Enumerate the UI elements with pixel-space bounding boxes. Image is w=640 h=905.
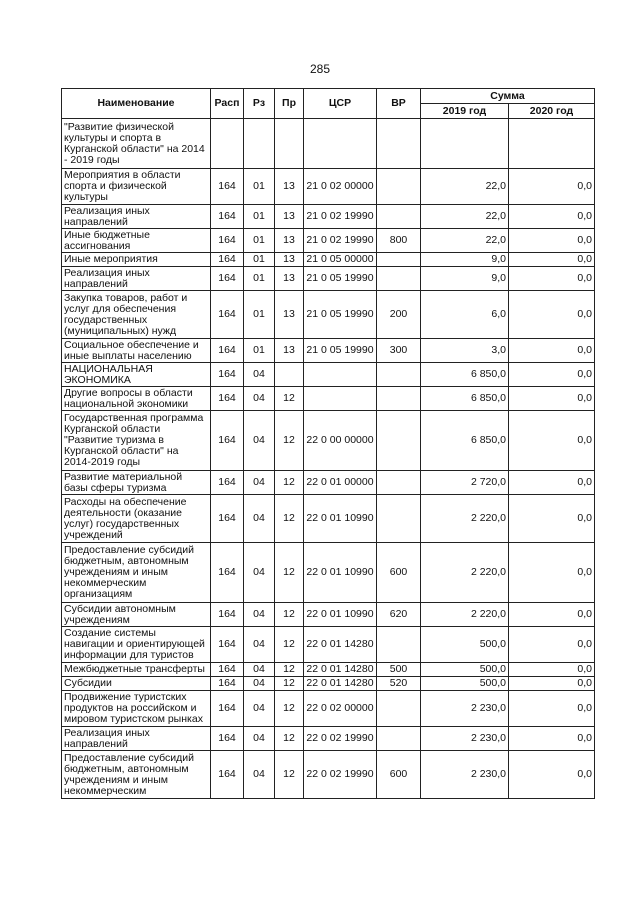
cell-2019: 6 850,0 — [421, 387, 509, 411]
cell-vr: 600 — [377, 751, 421, 799]
header-row — [62, 89, 595, 104]
cell-2019: 2 230,0 — [421, 691, 509, 727]
cell-pr: 12 — [275, 471, 304, 495]
cell-rasp: 164 — [211, 727, 244, 751]
cell-pr: 13 — [275, 205, 304, 229]
cell-2020: 0,0 — [509, 267, 595, 291]
cell-rz: 04 — [244, 627, 275, 663]
cell-csr: 21 0 02 19990 — [304, 229, 377, 253]
cell-name: "Развитие физической культуры и спорта в Курганской области" на 2014 - 2019 годы — [62, 119, 211, 169]
cell-vr — [377, 267, 421, 291]
cell-name: Расходы на обеспечение деятельности (оказание услуг) государственных учреждений — [62, 495, 211, 543]
cell-pr: 12 — [275, 603, 304, 627]
table-row — [62, 291, 595, 339]
cell-csr — [304, 119, 377, 169]
cell-csr: 22 0 00 00000 — [304, 411, 377, 471]
cell-csr: 22 0 01 10990 — [304, 543, 377, 603]
page-number: 285 — [309, 62, 331, 76]
cell-csr: 21 0 05 19990 — [304, 291, 377, 339]
cell-rz: 04 — [244, 663, 275, 677]
cell-rasp: 164 — [211, 543, 244, 603]
cell-pr: 12 — [275, 751, 304, 799]
cell-rasp: 164 — [211, 291, 244, 339]
cell-csr: 21 0 02 00000 — [304, 169, 377, 205]
cell-name: Продвижение туристских продуктов на российском и мировом туристском рынках — [62, 691, 211, 727]
cell-pr: 12 — [275, 663, 304, 677]
cell-csr: 21 0 02 19990 — [304, 205, 377, 229]
cell-pr: 12 — [275, 691, 304, 727]
cell-rz: 04 — [244, 691, 275, 727]
cell-csr: 22 0 01 14280 — [304, 627, 377, 663]
cell-rz: 01 — [244, 253, 275, 267]
cell-2019: 22,0 — [421, 229, 509, 253]
cell-vr: 520 — [377, 677, 421, 691]
cell-rz: 01 — [244, 291, 275, 339]
cell-csr: 21 0 05 19990 — [304, 267, 377, 291]
cell-2019: 9,0 — [421, 253, 509, 267]
table-row — [62, 267, 595, 291]
cell-csr: 21 0 05 00000 — [304, 253, 377, 267]
cell-csr: 21 0 05 19990 — [304, 339, 377, 363]
cell-rz: 01 — [244, 229, 275, 253]
cell-2019: 22,0 — [421, 205, 509, 229]
cell-name: Закупка товаров, работ и услуг для обеспечения государственных (муниципальных) нужд — [62, 291, 211, 339]
cell-vr — [377, 169, 421, 205]
cell-rasp: 164 — [211, 471, 244, 495]
header-sum: Сумма — [421, 89, 595, 104]
cell-2020: 0,0 — [509, 603, 595, 627]
cell-2019: 9,0 — [421, 267, 509, 291]
cell-2020: 0,0 — [509, 751, 595, 799]
cell-2020: 0,0 — [509, 495, 595, 543]
cell-vr — [377, 253, 421, 267]
cell-pr: 12 — [275, 411, 304, 471]
header-rasp: Расп — [211, 89, 244, 119]
cell-csr: 22 0 02 19990 — [304, 727, 377, 751]
cell-2019: 2 220,0 — [421, 543, 509, 603]
cell-csr: 22 0 01 10990 — [304, 495, 377, 543]
cell-2019: 2 720,0 — [421, 471, 509, 495]
cell-rasp: 164 — [211, 627, 244, 663]
cell-name: Реализация иных направлений — [62, 205, 211, 229]
cell-pr: 12 — [275, 387, 304, 411]
cell-2020: 0,0 — [509, 691, 595, 727]
cell-pr: 12 — [275, 627, 304, 663]
cell-rasp: 164 — [211, 411, 244, 471]
cell-rasp — [211, 119, 244, 169]
cell-pr: 12 — [275, 677, 304, 691]
cell-rz: 04 — [244, 363, 275, 387]
cell-2019: 6 850,0 — [421, 411, 509, 471]
cell-rz: 04 — [244, 677, 275, 691]
cell-pr: 13 — [275, 253, 304, 267]
table-row — [62, 677, 595, 691]
cell-rasp: 164 — [211, 169, 244, 205]
cell-rz: 01 — [244, 339, 275, 363]
cell-pr: 12 — [275, 543, 304, 603]
cell-rz: 04 — [244, 603, 275, 627]
cell-vr — [377, 411, 421, 471]
cell-2020: 0,0 — [509, 663, 595, 677]
cell-2020: 0,0 — [509, 677, 595, 691]
cell-name: Субсидии — [62, 677, 211, 691]
cell-vr: 600 — [377, 543, 421, 603]
cell-pr — [275, 119, 304, 169]
cell-vr — [377, 495, 421, 543]
table-row — [62, 627, 595, 663]
cell-rz: 04 — [244, 495, 275, 543]
cell-2020: 0,0 — [509, 411, 595, 471]
cell-name: Предоставление субсидий бюджетным, автономным учреждениям и иным некоммерческим — [62, 751, 211, 799]
table-row — [62, 229, 595, 253]
cell-2019: 2 230,0 — [421, 751, 509, 799]
cell-vr — [377, 119, 421, 169]
cell-pr: 12 — [275, 495, 304, 543]
cell-rasp: 164 — [211, 363, 244, 387]
cell-vr — [377, 471, 421, 495]
table-row — [62, 119, 595, 169]
cell-rz: 01 — [244, 205, 275, 229]
cell-rz: 04 — [244, 543, 275, 603]
cell-pr: 13 — [275, 291, 304, 339]
cell-rasp: 164 — [211, 751, 244, 799]
cell-vr: 800 — [377, 229, 421, 253]
cell-2019: 500,0 — [421, 627, 509, 663]
cell-rasp: 164 — [211, 663, 244, 677]
header-vr: ВР — [377, 89, 421, 119]
cell-2020: 0,0 — [509, 543, 595, 603]
table-row — [62, 603, 595, 627]
cell-rz — [244, 119, 275, 169]
cell-2020: 0,0 — [509, 471, 595, 495]
cell-rz: 04 — [244, 727, 275, 751]
cell-name: Предоставление субсидий бюджетным, автономным учреждениям и иным некоммерческим организациям — [62, 543, 211, 603]
cell-pr: 13 — [275, 339, 304, 363]
cell-vr — [377, 363, 421, 387]
cell-rasp: 164 — [211, 339, 244, 363]
cell-rasp: 164 — [211, 253, 244, 267]
cell-csr: 22 0 01 14280 — [304, 663, 377, 677]
cell-name: Субсидии автономным учреждениям — [62, 603, 211, 627]
table-row — [62, 253, 595, 267]
header-name: Наименование — [62, 89, 211, 119]
cell-2019: 2 220,0 — [421, 495, 509, 543]
cell-rasp: 164 — [211, 387, 244, 411]
cell-rasp: 164 — [211, 229, 244, 253]
table-row — [62, 727, 595, 751]
table-row — [62, 169, 595, 205]
cell-rasp: 164 — [211, 205, 244, 229]
cell-name: Иные мероприятия — [62, 253, 211, 267]
cell-2020: 0,0 — [509, 253, 595, 267]
cell-2020: 0,0 — [509, 205, 595, 229]
cell-csr — [304, 387, 377, 411]
cell-2020: 0,0 — [509, 291, 595, 339]
table-row — [62, 543, 595, 603]
cell-name: НАЦИОНАЛЬНАЯ ЭКОНОМИКА — [62, 363, 211, 387]
cell-csr: 22 0 01 10990 — [304, 603, 377, 627]
cell-2019: 22,0 — [421, 169, 509, 205]
cell-csr — [304, 363, 377, 387]
cell-name: Мероприятия в области спорта и физической культуры — [62, 169, 211, 205]
cell-2020: 0,0 — [509, 387, 595, 411]
cell-rasp: 164 — [211, 603, 244, 627]
cell-vr — [377, 691, 421, 727]
budget-table — [61, 88, 595, 799]
cell-vr — [377, 387, 421, 411]
header-rz: Рз — [244, 89, 275, 119]
cell-name: Реализация иных направлений — [62, 727, 211, 751]
header-csr: ЦСР — [304, 89, 377, 119]
table-row — [62, 471, 595, 495]
cell-2019: 2 220,0 — [421, 603, 509, 627]
cell-csr: 22 0 02 19990 — [304, 751, 377, 799]
cell-2020: 0,0 — [509, 727, 595, 751]
cell-name: Иные бюджетные ассигнования — [62, 229, 211, 253]
cell-name: Социальное обеспечение и иные выплаты населению — [62, 339, 211, 363]
table-row — [62, 691, 595, 727]
table-row — [62, 751, 595, 799]
cell-name: Реализация иных направлений — [62, 267, 211, 291]
cell-rz: 01 — [244, 169, 275, 205]
cell-2020 — [509, 119, 595, 169]
table-body — [62, 119, 595, 799]
cell-2019: 3,0 — [421, 339, 509, 363]
cell-rasp: 164 — [211, 495, 244, 543]
cell-name: Межбюджетные трансферты — [62, 663, 211, 677]
cell-vr: 200 — [377, 291, 421, 339]
cell-2019 — [421, 119, 509, 169]
cell-2019: 2 230,0 — [421, 727, 509, 751]
table-row — [62, 205, 595, 229]
header-2020: 2020 год — [509, 104, 595, 119]
cell-pr: 12 — [275, 727, 304, 751]
cell-vr: 620 — [377, 603, 421, 627]
cell-vr — [377, 205, 421, 229]
cell-rasp: 164 — [211, 267, 244, 291]
cell-2020: 0,0 — [509, 169, 595, 205]
cell-rz: 04 — [244, 387, 275, 411]
cell-rz: 04 — [244, 751, 275, 799]
header-pr: Пр — [275, 89, 304, 119]
cell-rasp: 164 — [211, 691, 244, 727]
table-row — [62, 339, 595, 363]
cell-rasp: 164 — [211, 677, 244, 691]
table-row — [62, 411, 595, 471]
cell-vr: 300 — [377, 339, 421, 363]
cell-pr: 13 — [275, 229, 304, 253]
cell-vr: 500 — [377, 663, 421, 677]
table-row — [62, 387, 595, 411]
cell-vr — [377, 727, 421, 751]
cell-name: Развитие материальной базы сферы туризма — [62, 471, 211, 495]
header-2019: 2019 год — [421, 104, 509, 119]
cell-vr — [377, 627, 421, 663]
cell-pr — [275, 363, 304, 387]
cell-csr: 22 0 01 14280 — [304, 677, 377, 691]
cell-rz: 04 — [244, 411, 275, 471]
cell-pr: 13 — [275, 169, 304, 205]
table-row — [62, 363, 595, 387]
cell-rz: 01 — [244, 267, 275, 291]
cell-2019: 6 850,0 — [421, 363, 509, 387]
cell-csr: 22 0 02 00000 — [304, 691, 377, 727]
table-row — [62, 495, 595, 543]
cell-name: Другие вопросы в области национальной экономики — [62, 387, 211, 411]
cell-2019: 500,0 — [421, 663, 509, 677]
cell-2019: 500,0 — [421, 677, 509, 691]
cell-name: Государственная программа Курганской области "Развитие туризма в Курганской области" на 2014-2019 годы — [62, 411, 211, 471]
cell-2019: 6,0 — [421, 291, 509, 339]
cell-2020: 0,0 — [509, 339, 595, 363]
cell-pr: 13 — [275, 267, 304, 291]
cell-name: Создание системы навигации и ориентирующей информации для туристов — [62, 627, 211, 663]
cell-2020: 0,0 — [509, 229, 595, 253]
cell-2020: 0,0 — [509, 363, 595, 387]
table-row — [62, 663, 595, 677]
cell-2020: 0,0 — [509, 627, 595, 663]
cell-rz: 04 — [244, 471, 275, 495]
cell-csr: 22 0 01 00000 — [304, 471, 377, 495]
